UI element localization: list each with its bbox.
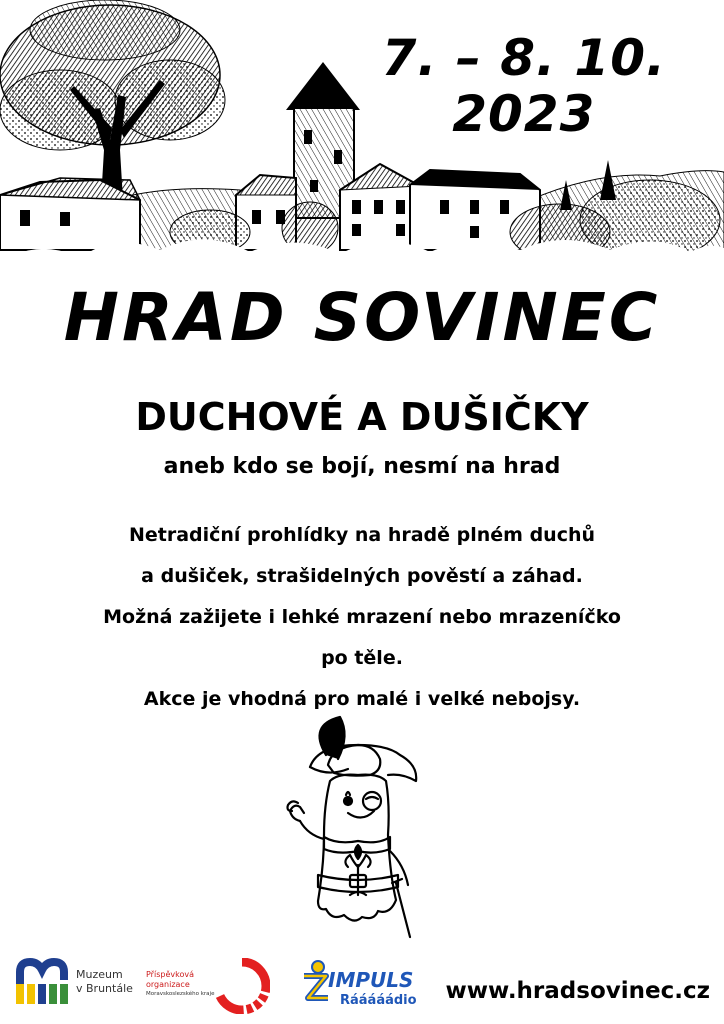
event-description (20, 515, 704, 720)
ghost-mascot (278, 715, 428, 940)
event-subtitle: DUCHOVÉ A DUŠIČKY (135, 395, 589, 439)
org-logo (146, 958, 271, 1013)
org-ring-icon (214, 958, 270, 1014)
event-date (382, 30, 666, 142)
description-line: po těle. (321, 647, 403, 669)
impuls-logo (298, 956, 428, 1016)
description-line: a dušiček, strašidelných pověstí a záhad. (141, 565, 583, 587)
description-line: Netradiční prohlídky na hradě plném duchů (128, 524, 596, 546)
date-days: 7. – 8. 10. (381, 29, 666, 87)
museum-logo (16, 958, 133, 1006)
impuls-name: IMPULS (328, 968, 414, 992)
org-name-line1: Příspěvková organizace (146, 970, 194, 989)
org-name-line2: Moravskoslezského kraje (146, 991, 215, 997)
description-line: Možná zažijete i lehké mrazení nebo mrazeníčko (103, 606, 621, 628)
impuls-subtitle: Rááááádio (340, 993, 417, 1008)
footer (0, 950, 724, 1024)
museum-name-line1: Muzeum (76, 968, 123, 981)
page-title: HRAD SOVINEC (63, 279, 661, 356)
impuls-logo-icon (298, 960, 332, 1004)
museum-name-line2: v Bruntále (76, 982, 133, 995)
museum-name (76, 968, 133, 996)
event-tagline: aneb kdo se bojí, nesmí na hrad (163, 454, 561, 479)
description-line: Akce je vhodná pro malé i velké nebojsy. (143, 688, 581, 710)
date-year: 2023 (452, 85, 596, 143)
website-link[interactable]: www.hradsovinec.cz (445, 978, 710, 1004)
museum-logo-icon (16, 958, 68, 1006)
